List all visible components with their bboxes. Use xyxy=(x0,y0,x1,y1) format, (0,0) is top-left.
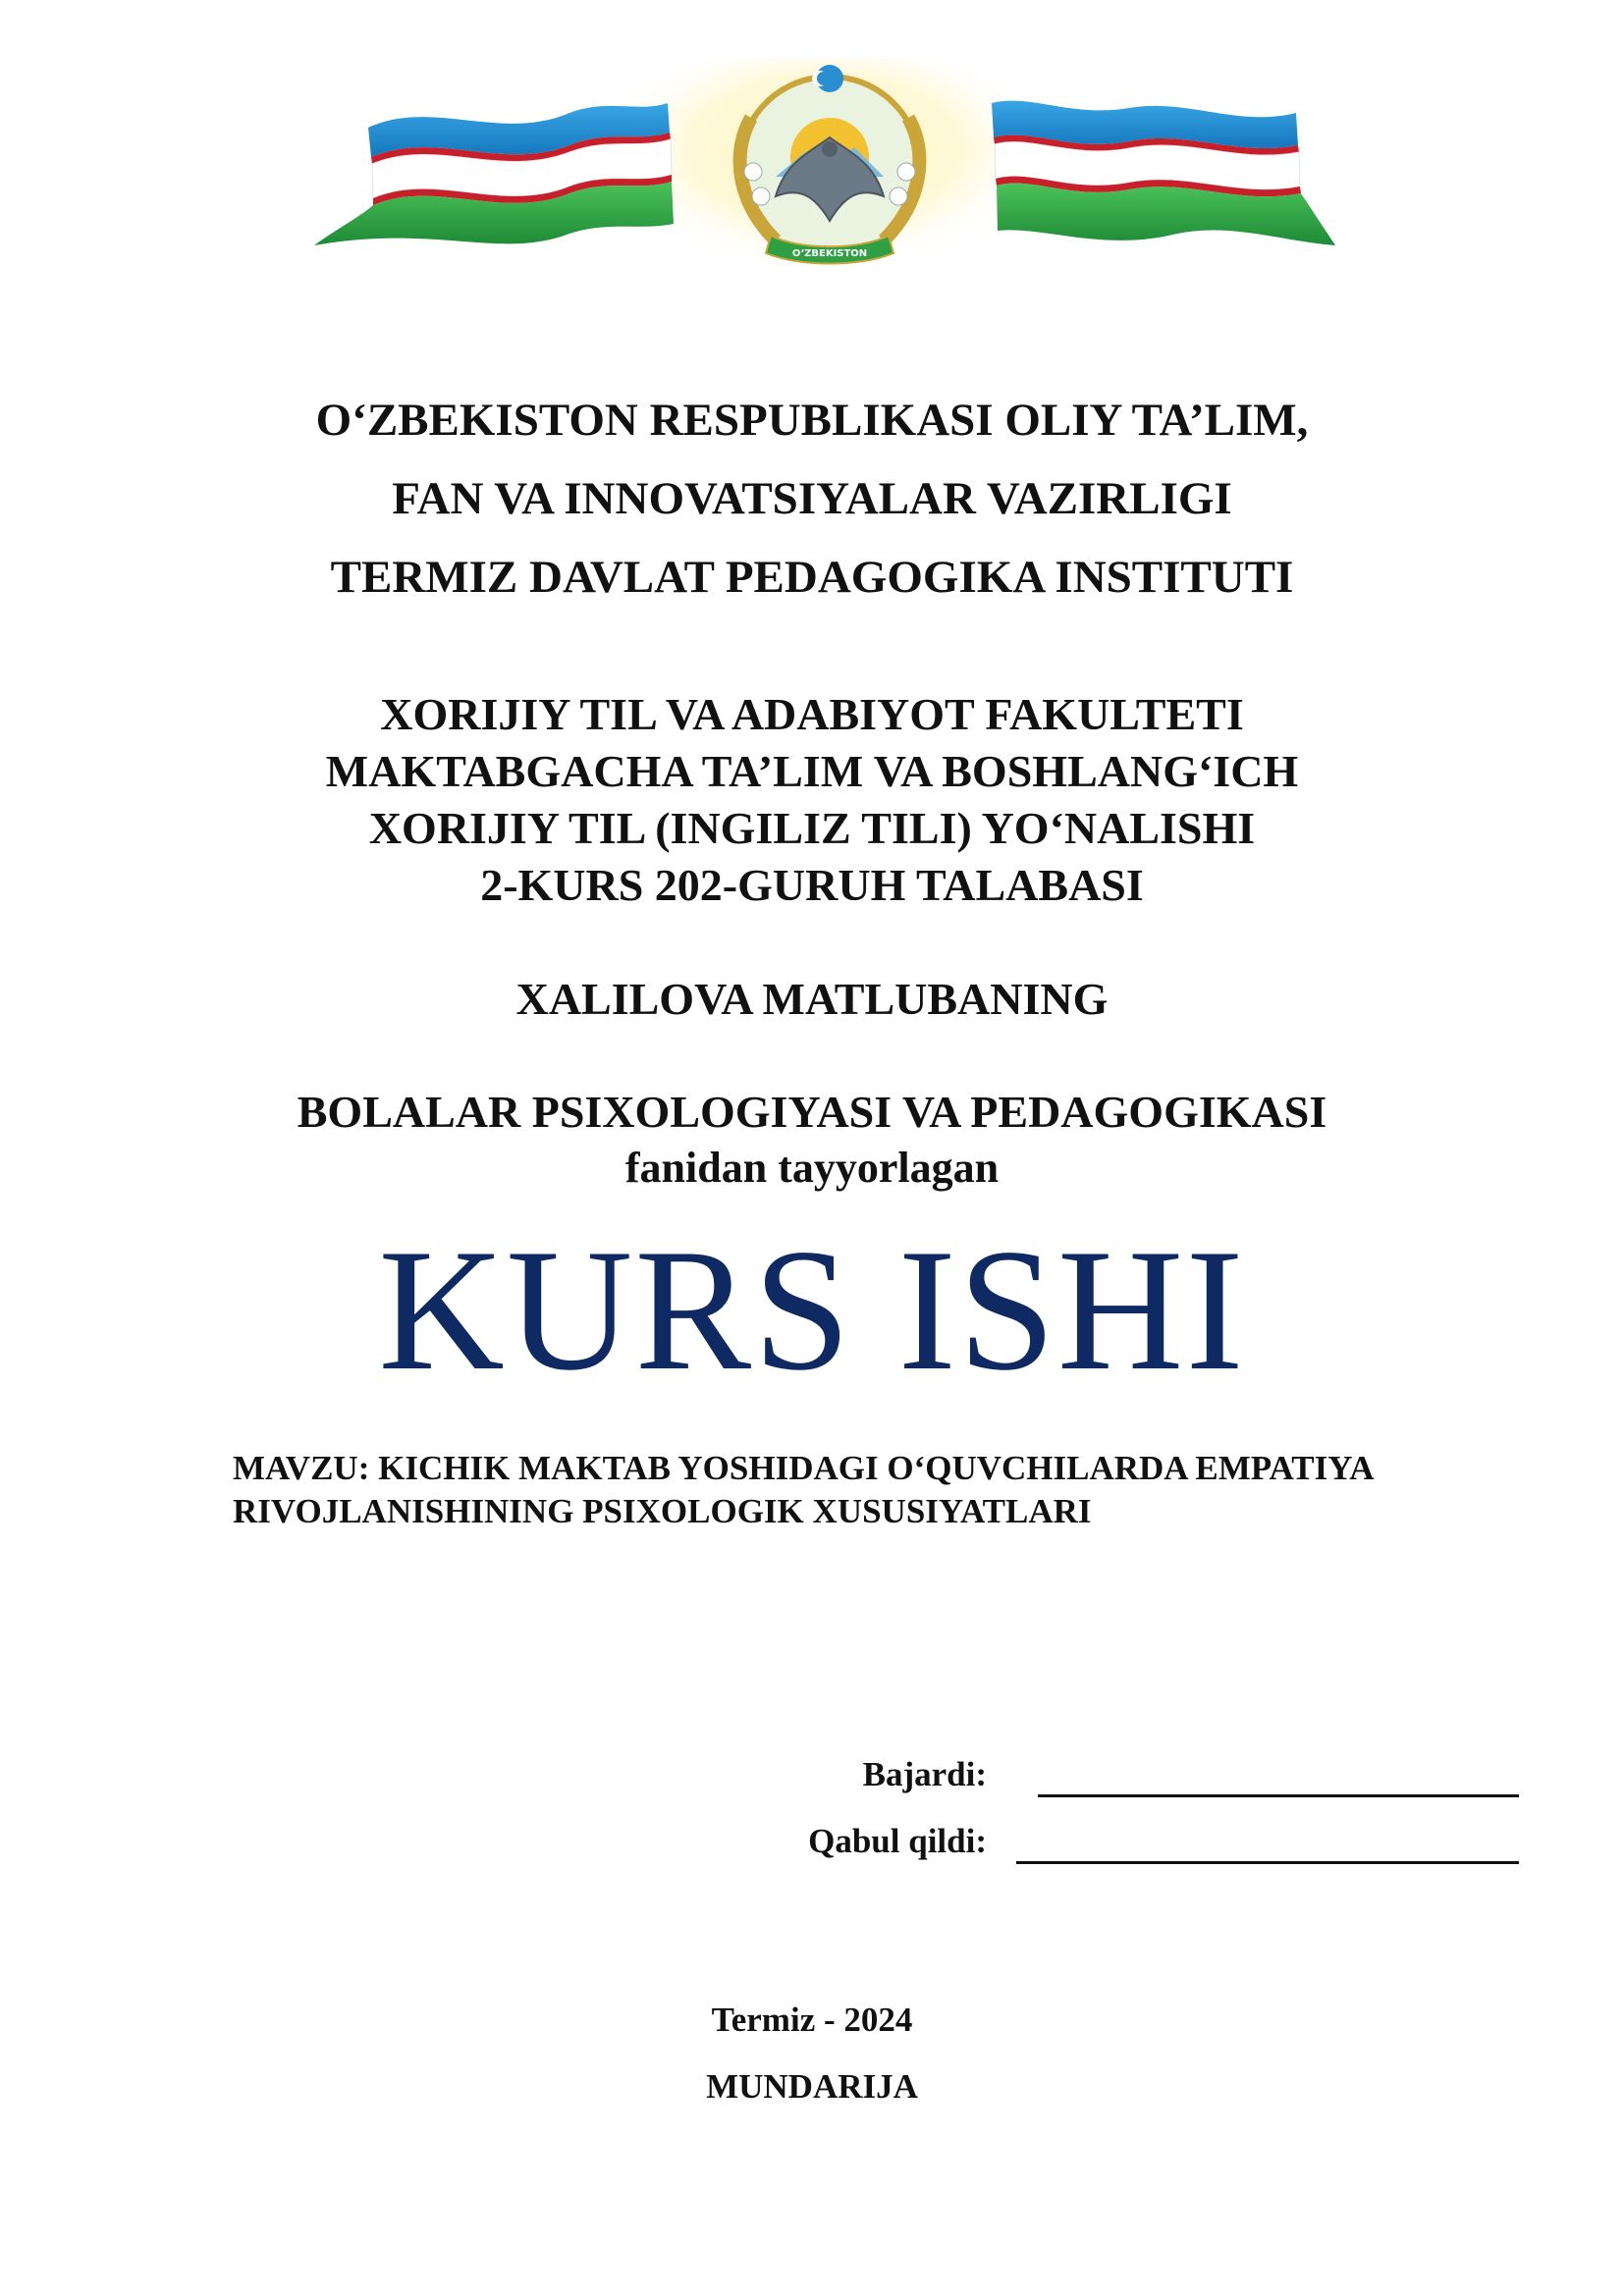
uzbekistan-emblem-icon xyxy=(314,59,1355,285)
done-signature-line[interactable] xyxy=(1038,1794,1519,1797)
contents-heading: MUNDARIJA xyxy=(706,2067,918,2106)
accepted-label: Qabul qildi: xyxy=(808,1822,987,1860)
document-title: KURS ISHI xyxy=(378,1212,1246,1407)
topic-line-2: RIVOJLANISHINING PSIXOLOGIK XUSUSIYATLARI xyxy=(233,1492,1092,1530)
course-group: 2-KURS 202-GURUH TALABASI xyxy=(480,860,1144,910)
direction-line-1: MAKTABGACHA TA’LIM VA BOSHLANG‘ICH xyxy=(325,746,1299,796)
place-year: Termiz - 2024 xyxy=(711,2001,913,2039)
subject-suffix: fanidan tayyorlagan xyxy=(624,1144,1000,1192)
student-name: XALILOVA MATLUBANING xyxy=(515,974,1109,1024)
ministry-line-1: O‘ZBEKISTON RESPUBLIKASI OLIY TA’LIM, xyxy=(315,395,1309,446)
faculty-name: XORIJIY TIL VA ADABIYOT FAKULTETI xyxy=(380,689,1244,739)
done-label: Bajardi: xyxy=(862,1755,987,1793)
coat-of-arms-emblem xyxy=(314,59,1355,285)
ministry-line-2: FAN VA INNOVATSIYALAR VAZIRLIGI xyxy=(392,473,1232,524)
direction-line-2: XORIJIY TIL (INGILIZ TILI) YO‘NALISHI xyxy=(368,803,1256,853)
flag-left xyxy=(314,103,674,245)
institute-name: TERMIZ DAVLAT PEDAGOGIKA INSTITUTI xyxy=(330,552,1294,603)
subject-name: BOLALAR PSIXOLOGIYASI VA PEDAGOGIKASI xyxy=(297,1087,1327,1137)
topic-block xyxy=(233,1447,1539,1533)
signature-row-done xyxy=(0,1757,1624,1806)
topic-line-1: MAVZU: KICHIK MAKTAB YOSHIDAGI O‘QUVCHILARDA EMPATIYA xyxy=(233,1449,1375,1487)
signature-row-accepted xyxy=(0,1824,1624,1873)
accepted-signature-line[interactable] xyxy=(1016,1861,1519,1864)
emblem-ribbon-text: O‘ZBEKISTON xyxy=(791,248,868,259)
flag-right xyxy=(992,101,1335,245)
